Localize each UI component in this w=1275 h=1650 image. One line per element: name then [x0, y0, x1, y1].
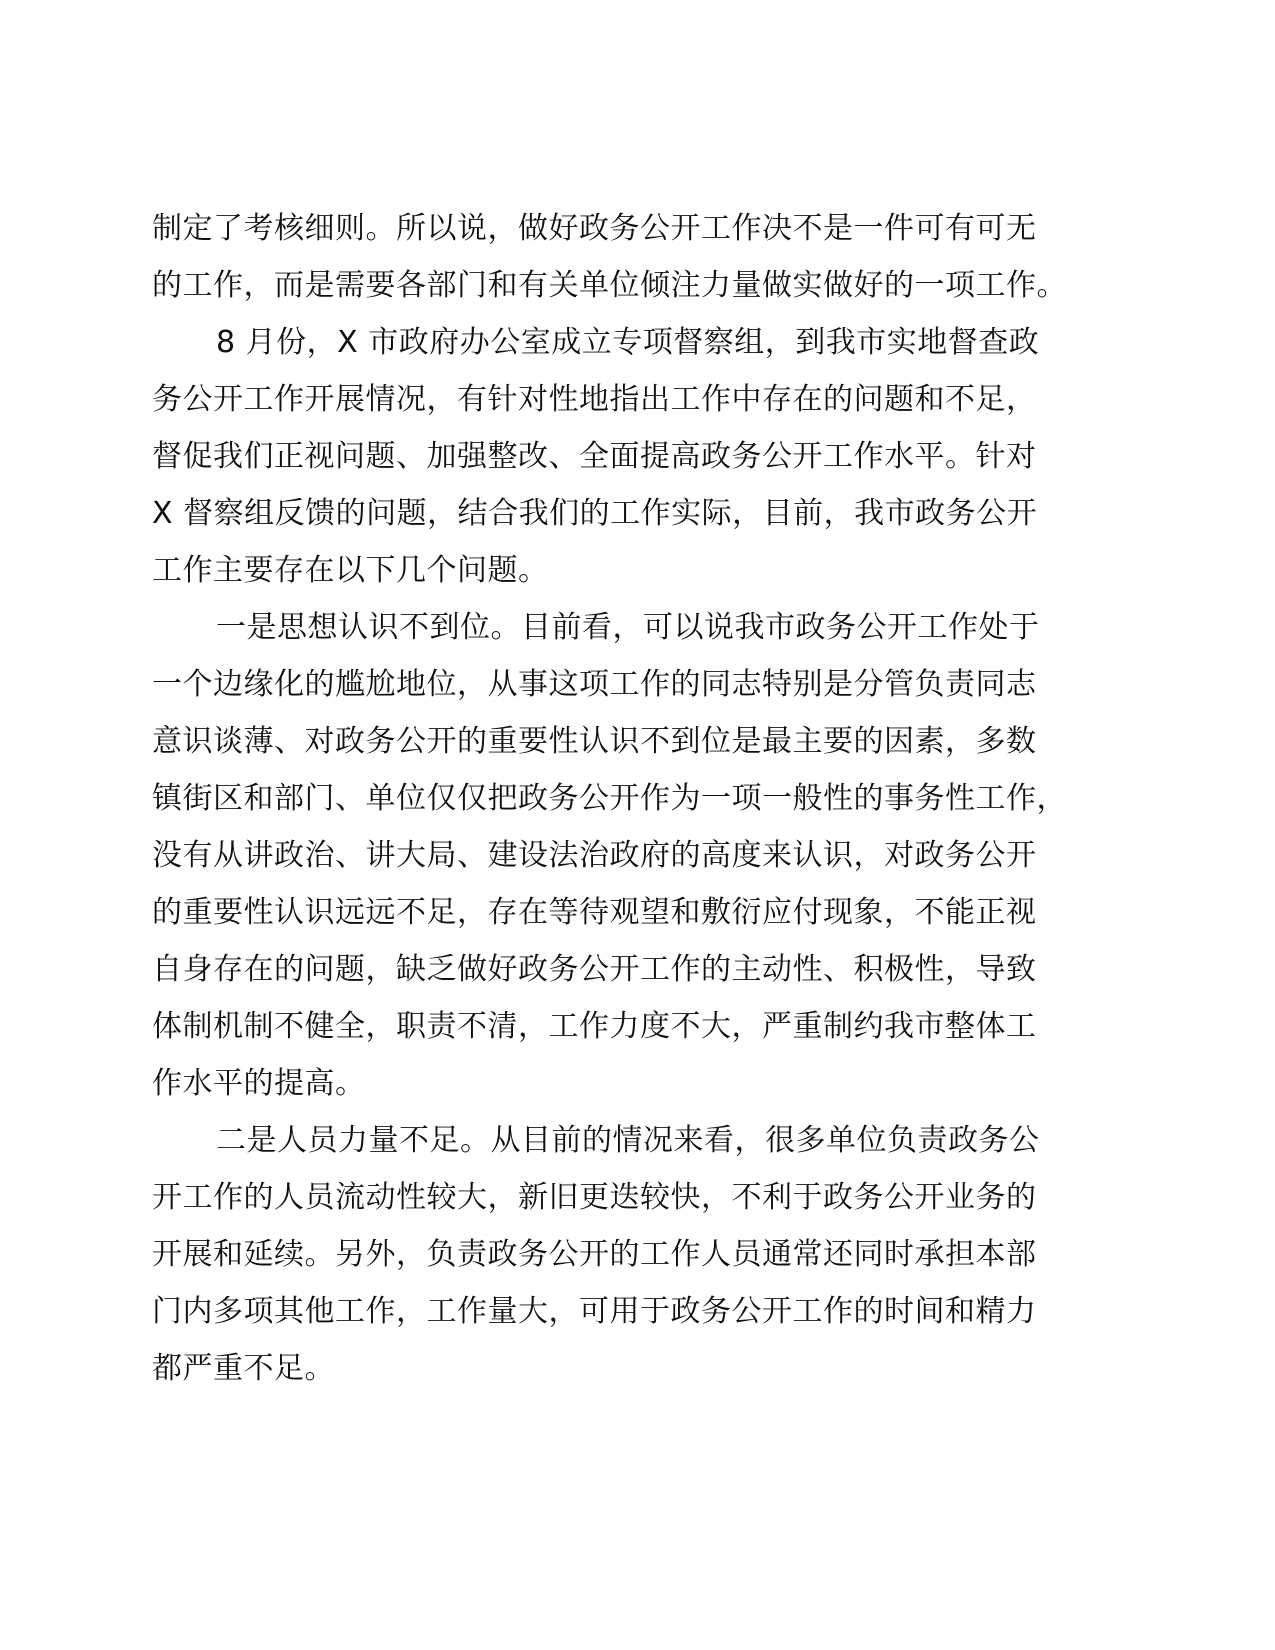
paragraph-line: 门内多项其他工作，工作量大，可用于政务公开工作的时间和精力 — [152, 1294, 1037, 1329]
paragraph-line: 都严重不足。 — [152, 1351, 335, 1386]
paragraph-line: 二是人员力量不足。从目前的情况来看，很多单位负责政务公 — [216, 1123, 1040, 1158]
paragraph-line: 的工作，而是需要各部门和有关单位倾注力量做实做好的一项工作。 — [152, 268, 1067, 303]
paragraph-line: 自身存在的问题，缺乏做好政务公开工作的主动性、积极性，导致 — [152, 952, 1037, 987]
paragraph-line: 务公开工作开展情况，有针对性地指出工作中存在的问题和不足， — [152, 382, 1037, 417]
paragraph-line: 开展和延续。另外，负责政务公开的工作人员通常还同时承担本部 — [152, 1237, 1037, 1272]
paragraph-line: X 督察组反馈的问题，结合我们的工作实际，目前，我市政务公开 — [152, 496, 1038, 531]
paragraph-line: 没有从讲政治、讲大局、建设法治政府的高度来认识，对政务公开 — [152, 838, 1037, 873]
document-body — [152, 200, 1127, 1397]
paragraph-line: 镇街区和部门、单位仅仅把政务公开作为一项一般性的事务性工作， — [152, 781, 1067, 816]
paragraph-line: 工作主要存在以下几个问题。 — [152, 553, 549, 588]
paragraph-line: 意识谈薄、对政务公开的重要性认识不到位是最主要的因素，多数 — [152, 724, 1037, 759]
paragraph-line: 一是思想认识不到位。目前看，可以说我市政务公开工作处于 — [216, 610, 1040, 645]
paragraph-line: 的重要性认识远远不足，存在等待观望和敷衍应付现象，不能正视 — [152, 895, 1037, 930]
paragraph-line: 体制机制不健全，职责不清，工作力度不大，严重制约我市整体工 — [152, 1009, 1037, 1044]
paragraph — [152, 1112, 1127, 1397]
paragraph — [152, 314, 1127, 599]
paragraph — [152, 200, 1127, 314]
paragraph-line: 制定了考核细则。所以说，做好政务公开工作决不是一件可有可无 — [152, 211, 1037, 246]
paragraph — [152, 599, 1127, 1112]
paragraph-line: 8 月份，X 市政府办公室成立专项督察组，到我市实地督查政 — [216, 325, 1040, 360]
paragraph-line: 作水平的提高。 — [152, 1066, 366, 1101]
paragraph-line: 开工作的人员流动性较大，新旧更迭较快，不利于政务公开业务的 — [152, 1180, 1037, 1215]
paragraph-line: 一个边缘化的尴尬地位，从事这项工作的同志特别是分管负责同志 — [152, 667, 1037, 702]
paragraph-line: 督促我们正视问题、加强整改、全面提高政务公开工作水平。针对 — [152, 439, 1037, 474]
